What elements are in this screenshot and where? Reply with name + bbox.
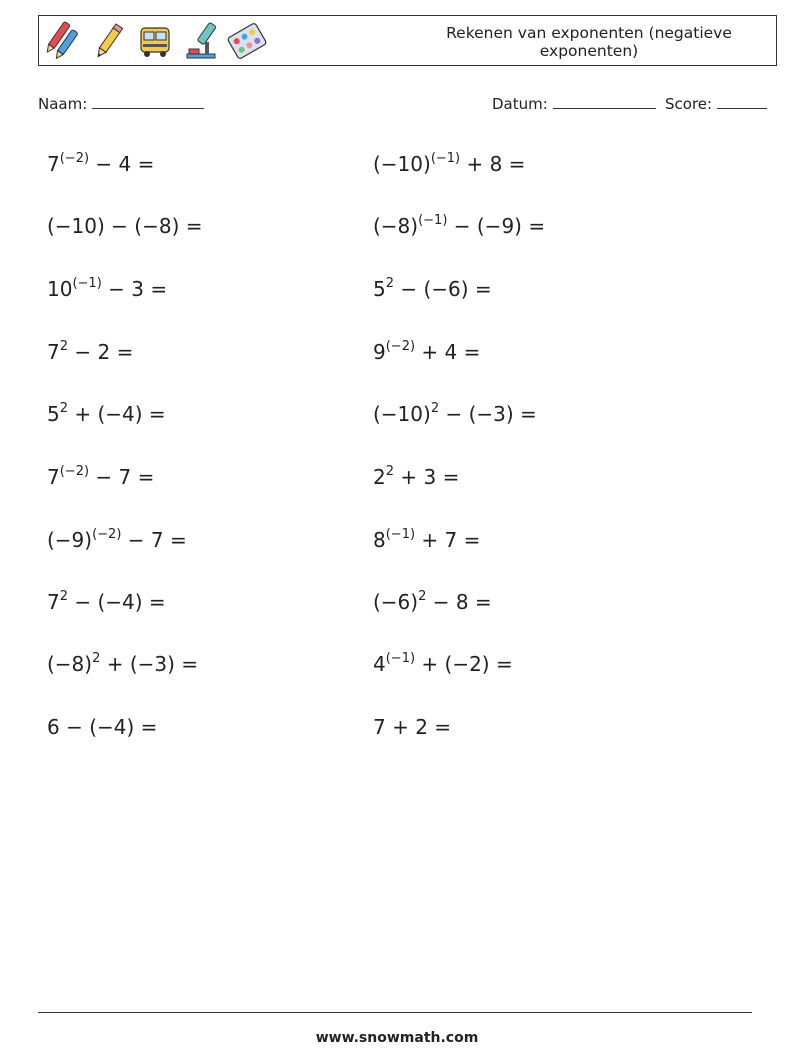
- exponent: (−1): [418, 213, 448, 228]
- exponent: (−1): [385, 651, 416, 666]
- exponent: (−2): [59, 151, 90, 166]
- footer-url[interactable]: www.snowmath.com: [315, 1030, 479, 1046]
- exponent: (−1): [385, 527, 416, 542]
- problem: 6 − (−4) =: [47, 715, 158, 739]
- problem: $(-6)^2 - 8$ =: [373, 589, 492, 614]
- exponent: (−2): [92, 527, 122, 542]
- problem: $(-10)^2 - (-3)$ =: [373, 401, 537, 426]
- microscope-icon: [181, 20, 221, 62]
- problem: $7^{(-2)} - 4$ =: [47, 151, 155, 176]
- problem: $9^{(-2)} + 4$ =: [373, 339, 481, 364]
- problem: $7^2 - 2$ =: [47, 339, 134, 364]
- problem: $8^{(-1)} + 7$ =: [373, 527, 481, 552]
- problem: (−10) − (−8) =: [47, 214, 203, 238]
- name-blank[interactable]: [92, 94, 204, 109]
- date-field[interactable]: [492, 94, 656, 113]
- exponent: 2: [59, 339, 69, 354]
- problem: $(-9)^{(-2)} - 7$ =: [47, 527, 187, 552]
- problem: $4^{(-1)} + (-2)$ =: [373, 651, 513, 676]
- exponent: 2: [59, 589, 69, 604]
- exponent: 2: [59, 401, 69, 416]
- exponent: 2: [385, 276, 395, 291]
- name-field[interactable]: [38, 94, 204, 113]
- score-field[interactable]: [665, 94, 767, 113]
- problem: $10^{(-1)} - 3$ =: [47, 276, 168, 301]
- paint-palette-icon: [227, 20, 267, 62]
- problem: $(-8)^{(-1)} - (-9)$ =: [373, 213, 546, 238]
- worksheet-title: Rekenen van exponenten (negatieve exponenten): [446, 24, 732, 60]
- header-icons: [43, 19, 267, 63]
- footer-divider: [38, 1012, 752, 1013]
- school-bus-icon: [135, 20, 175, 62]
- exponent: 2: [385, 464, 395, 479]
- pencil-icon: [89, 20, 129, 62]
- exponent: (−2): [385, 339, 416, 354]
- worksheet-header: [38, 15, 777, 66]
- exponent: 2: [430, 401, 440, 416]
- problem: $7^2 - (-4)$ =: [47, 589, 166, 614]
- name-label: Naam:: [38, 95, 88, 113]
- problem: $(-8)^2 + (-3)$ =: [47, 651, 199, 676]
- problem: $2^2 + 3$ =: [373, 464, 460, 489]
- exponent: (−1): [72, 276, 102, 291]
- exponent: (−1): [430, 151, 461, 166]
- score-label: Score:: [665, 95, 713, 113]
- pencils-icon: [43, 20, 83, 62]
- problem: 7 + 2 =: [373, 715, 452, 739]
- exponent: (−2): [59, 464, 90, 479]
- problem: $(-10)^{(-1)} + 8$ =: [373, 151, 526, 176]
- exponent: 2: [418, 589, 427, 604]
- problem: $5^2 + (-4)$ =: [47, 401, 166, 426]
- date-blank[interactable]: [553, 94, 656, 109]
- problem: $7^{(-2)} - 7$ =: [47, 464, 155, 489]
- date-label: Datum:: [492, 95, 548, 113]
- problem: $5^2 - (-6)$ =: [373, 276, 492, 301]
- exponent: 2: [92, 651, 101, 666]
- score-blank[interactable]: [717, 94, 767, 109]
